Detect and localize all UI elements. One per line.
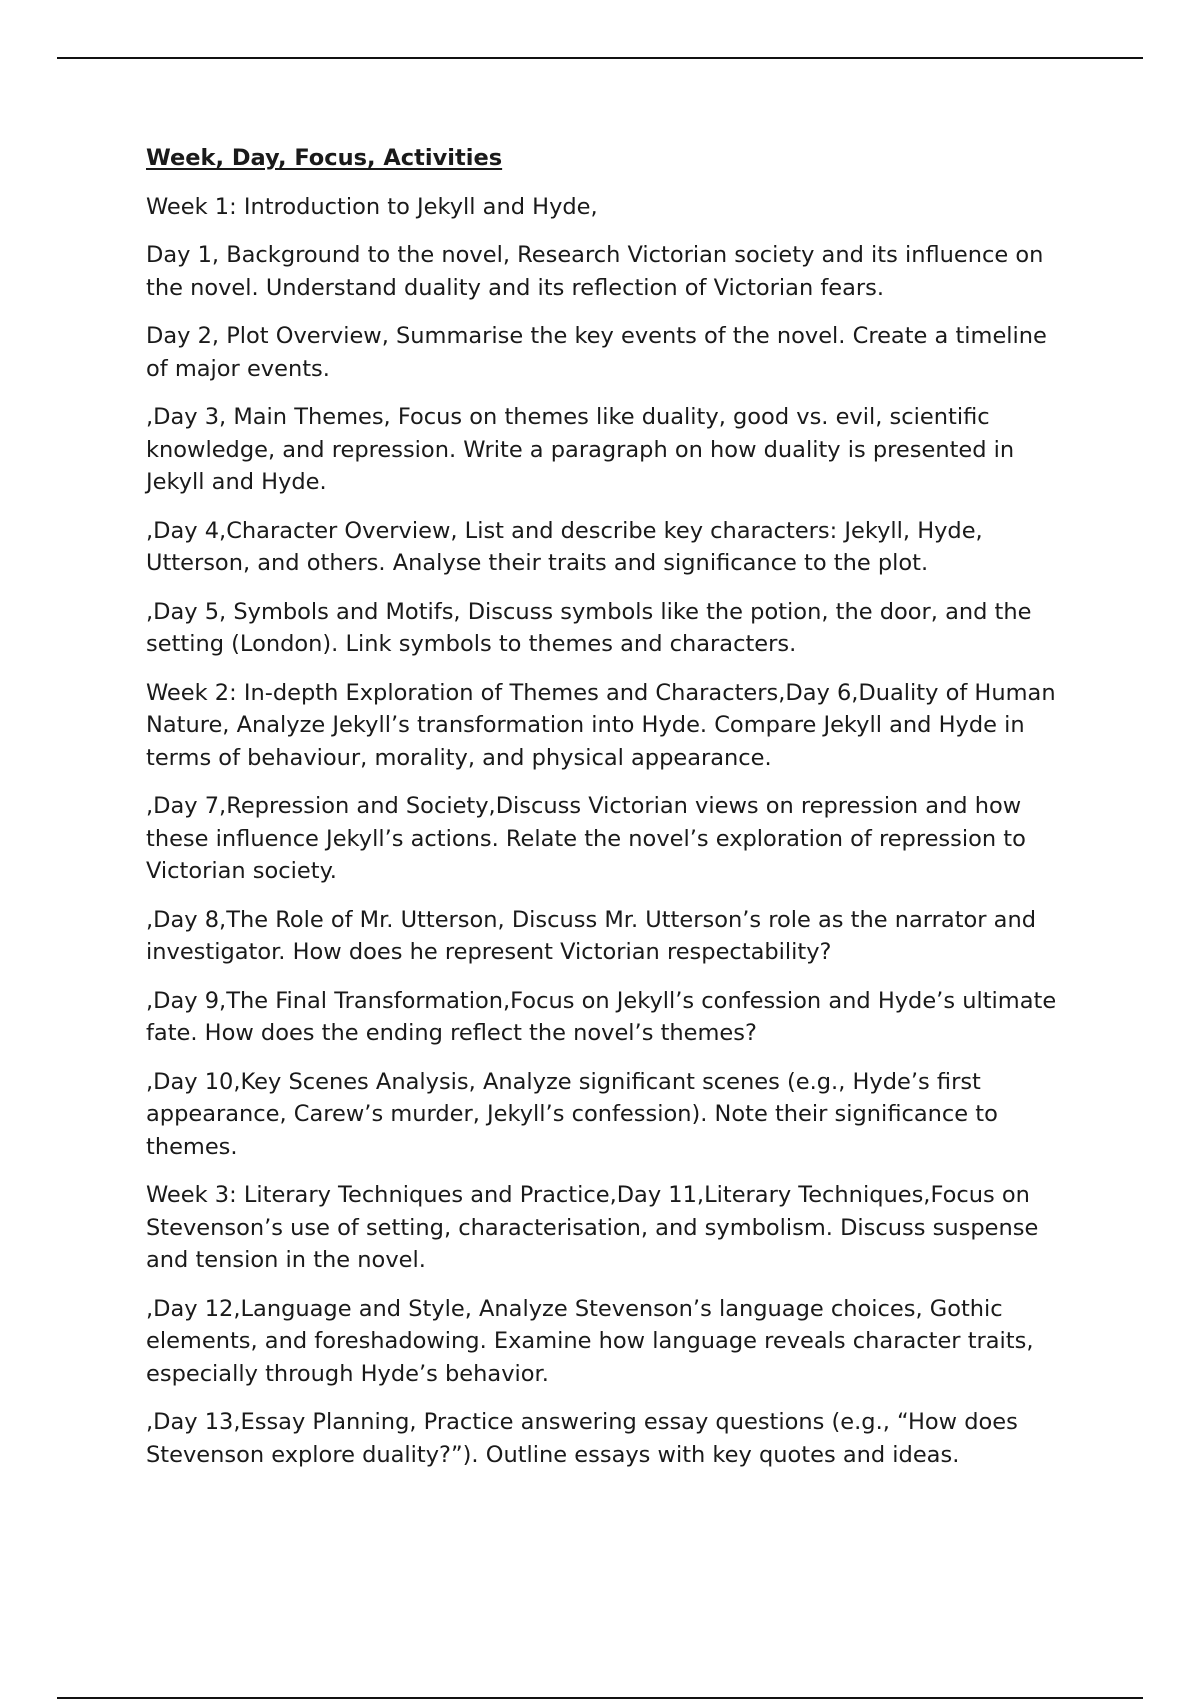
document-heading: Week, Day, Focus, Activities [146,145,503,171]
header-rule [57,57,1143,59]
paragraph-day-5: ,Day 5, Symbols and Motifs, Discuss symbols like the potion, the door, and the setting (London). Link symbols to themes and characters. [146,598,1032,657]
paragraph-day-3: ,Day 3, Main Themes, Focus on themes like duality, good vs. evil, scientific knowledge, and repression. Write a paragraph on how duality is presented in Jekyll and Hyde. [146,404,1015,495]
paragraph-day-13: ,Day 13,Essay Planning, Practice answering essay questions (e.g., “How does Stevenson explore duality?”). Outline essays with key quotes and ideas. [146,1409,1018,1468]
paragraph-day-2: Day 2, Plot Overview, Summarise the key events of the novel. Create a timeline of major events. [146,323,1047,382]
paragraph-day-4: ,Day 4,Character Overview, List and describe key characters: Jekyll, Hyde, Utterson, and others. Analyse their traits and significance to the plot. [146,517,983,576]
paragraph-day-12: ,Day 12,Language and Style, Analyze Stevenson’s language choices, Gothic elements, and foreshadowing. Examine how language reveals character traits, especially through Hyde’s behavior. [146,1295,1034,1387]
paragraph-week-3-day-11: Week 3: Literary Techniques and Practice,Day 11,Literary Techniques,Focus on Stevenson’s use of setting, characterisation, and symbolism. Discuss suspense and tension in the novel. [146,1182,1039,1273]
footer-rule [57,1697,1143,1699]
paragraph-day-8: ,Day 8,The Role of Mr. Utterson, Discuss Mr. Utterson’s role as the narrator and investigator. How does he represent Victorian respectability? [146,906,1037,965]
paragraph-day-10: ,Day 10,Key Scenes Analysis, Analyze significant scenes (e.g., Hyde’s first appearance, Carew’s murder, Jekyll’s confession). Note their significance to themes. [146,1068,998,1160]
paragraph-week-1: Week 1: Introduction to Jekyll and Hyde, [146,193,598,220]
paragraph-day-9: ,Day 9,The Final Transformation,Focus on Jekyll’s confession and Hyde’s ultimate fate. How does the ending reflect the novel’s themes? [146,987,1057,1046]
document-body [146,142,1066,1487]
paragraph-week-2-day-6: Week 2: In-depth Exploration of Themes and Characters,Day 6,Duality of Human Nature, Analyze Jekyll’s transformation into Hyde. Compare Jekyll and Hyde in terms of behaviour, morality, and physical appearance. [146,679,1056,771]
paragraph-day-1: Day 1, Background to the novel, Research Victorian society and its influence on the novel. Understand duality and its reflection of Victorian fears. [146,242,1044,301]
paragraph-day-7: ,Day 7,Repression and Society,Discuss Victorian views on repression and how these influence Jekyll’s actions. Relate the novel’s exploration of repression to Victorian society. [146,793,1026,884]
